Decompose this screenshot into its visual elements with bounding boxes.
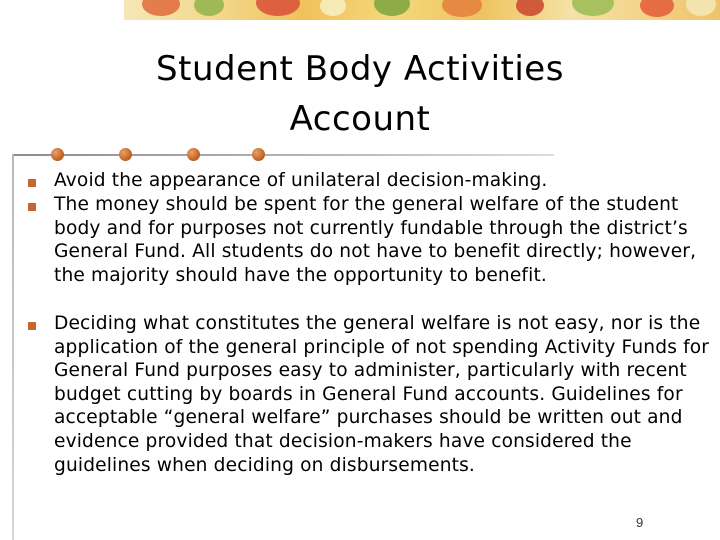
- page-number: 9: [636, 515, 644, 530]
- banner-petal-shape: [686, 0, 716, 16]
- slide-title-line-2: Account: [289, 99, 431, 139]
- bullet-item-1: Avoid the appearance of unilateral decision-making.: [54, 170, 548, 191]
- divider-dot: [119, 148, 132, 161]
- banner-leaf-shape: [374, 0, 410, 16]
- bullet-marker: [28, 322, 36, 330]
- banner-flower-shape: [640, 0, 674, 17]
- banner-flower-shape: [516, 0, 544, 16]
- bullet-marker: [28, 179, 36, 187]
- banner-flower-shape: [256, 0, 300, 16]
- banner-petal-shape: [320, 0, 346, 16]
- divider-dot: [51, 148, 64, 161]
- slide-title-line-1: Student Body Activities: [156, 49, 564, 89]
- divider-dot: [252, 148, 265, 161]
- banner-leaf-shape: [194, 0, 224, 16]
- title-divider: [12, 154, 554, 156]
- banner-flower-shape: [442, 0, 482, 17]
- bullet-marker: [28, 203, 36, 211]
- bullet-item-2: The money should be spent for the general welfare of the student body and for purposes not currently fundable through the district’s General Fund. All students do not have to benefit directly; however, the majority should have the opportunity to benefit.: [54, 194, 697, 286]
- divider-dot: [187, 148, 200, 161]
- bullet-item-3: Deciding what constitutes the general welfare is not easy, nor is the application of the general principle of not spending Activity Funds for General Fund purposes easy to administer, particularly with recent budget cutting by boards in General Fund accounts. Guidelines for acceptable “general welfare” purchases should be written out and evidence provided that decision-makers have considered the guidelines when deciding on disbursements.: [54, 313, 710, 476]
- banner-flower-shape: [142, 0, 180, 16]
- left-margin-rule: [12, 154, 14, 540]
- decorative-banner: [124, 0, 720, 20]
- banner-leaf-shape: [572, 0, 614, 16]
